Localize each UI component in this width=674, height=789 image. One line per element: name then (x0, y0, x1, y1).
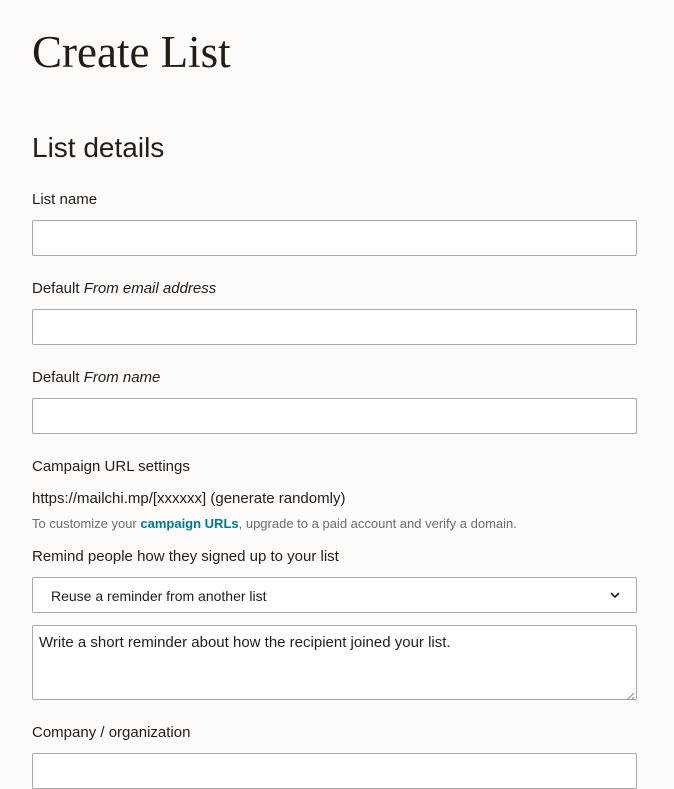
section-title: List details (32, 132, 165, 163)
from-name-label-emphasis: From name (83, 369, 161, 386)
campaign-url-help-prefix: To customize your (32, 516, 141, 531)
chevron-down-icon (608, 588, 622, 602)
reminder-select[interactable] (32, 577, 637, 613)
company-input[interactable] (32, 753, 637, 789)
reminder-select-value: Reuse a reminder from another list (51, 588, 267, 604)
from-email-label-prefix: Default (32, 280, 84, 297)
from-email-label-emphasis: From email address (83, 280, 217, 297)
list-name-input[interactable] (32, 220, 637, 256)
campaign-url-label: Campaign URL settings (32, 458, 190, 475)
list-name-label: List name (32, 191, 98, 208)
from-name-label (32, 368, 160, 388)
campaign-urls-link[interactable]: campaign URLs (140, 516, 239, 531)
from-email-label (32, 279, 216, 299)
from-name-label-prefix: Default (32, 369, 84, 386)
company-label: Company / organization (32, 724, 191, 741)
campaign-url-value: https://mailchi.mp/[xxxxxx] (generate randomly) (32, 490, 346, 507)
page-title: Create List (32, 27, 231, 77)
reminder-textarea[interactable] (32, 625, 637, 700)
from-name-input[interactable] (32, 398, 637, 434)
resize-handle-icon[interactable] (626, 688, 635, 697)
campaign-url-help (32, 515, 517, 533)
from-email-input[interactable] (32, 309, 637, 345)
reminder-label: Remind people how they signed up to your list (32, 548, 339, 565)
campaign-url-help-suffix: , upgrade to a paid account and verify a domain. (238, 516, 517, 531)
